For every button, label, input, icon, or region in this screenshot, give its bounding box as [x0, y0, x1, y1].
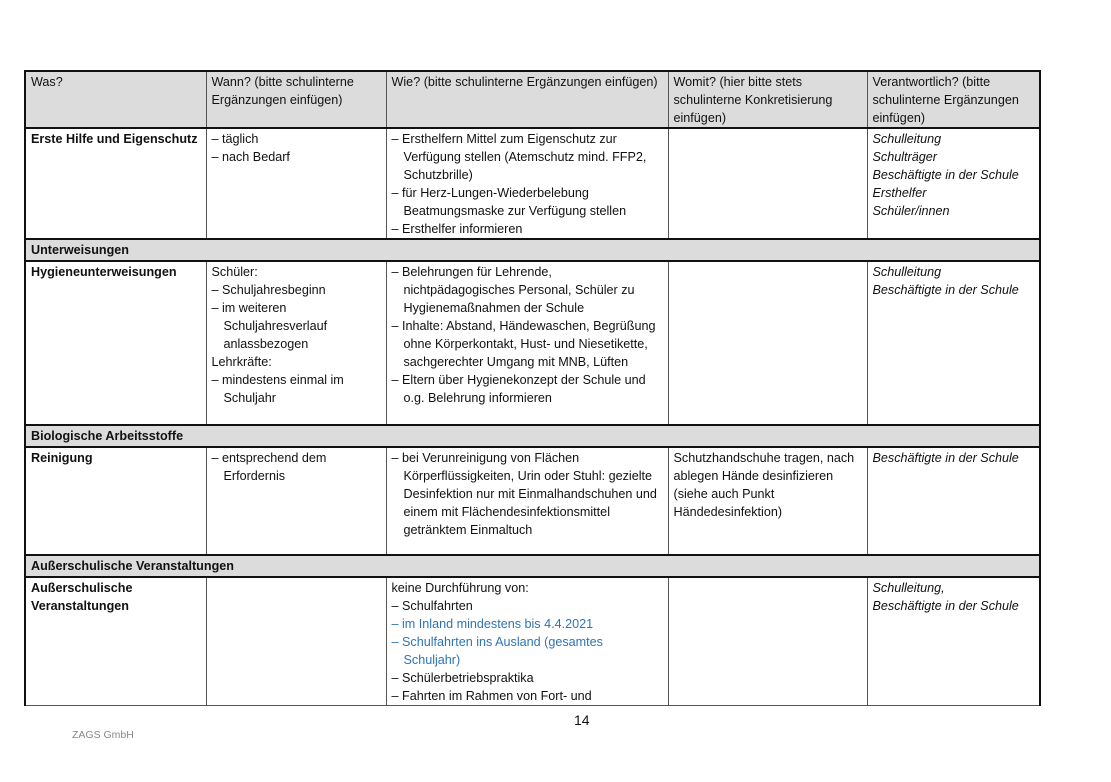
section-row-ausserschulische-veranstaltungen [25, 555, 1040, 577]
cell-wie [386, 128, 668, 239]
section-row-biologische-arbeitsstoffe [25, 425, 1040, 447]
header-womit: Womit? (hier bitte stets schulinterne Konkretisierung einfügen) [668, 71, 867, 128]
list-item: Lehrkräfte: [211, 355, 272, 369]
list-item: – Belehrungen für Lehrende, nichtpädagogisches Personal, Schüler zu Hygienemaßnahmen der Schule [391, 265, 635, 315]
list-item: Schulleitung [872, 132, 942, 146]
cell-was: Erste Hilfe und Eigenschutz [25, 128, 206, 239]
list-item: Schulträger [872, 150, 937, 164]
list-item: – entsprechend dem Erfordernis [211, 451, 327, 483]
cell-wie [386, 261, 668, 425]
table-row-ausserschulisch [25, 577, 1040, 706]
section-heading: Außerschulische Veranstaltungen [25, 555, 1040, 577]
list-item: – täglich [211, 132, 259, 146]
cell-wann [206, 577, 386, 706]
table-header-row [25, 71, 1040, 128]
list-item: Schulleitung [872, 265, 942, 279]
footer-company: ZAGS GmbH [72, 729, 134, 741]
cell-wann [206, 128, 386, 239]
cell-verantwortlich [867, 577, 1040, 706]
cell-was: Hygieneunterweisungen [25, 261, 206, 425]
page-number: 14 [574, 712, 590, 728]
list-item: Schüler/innen [872, 204, 950, 218]
list-item: Beschäftigte in der Schule [872, 283, 1019, 297]
list-item: – Schuljahresbeginn [211, 283, 326, 297]
list-item: Schüler: [211, 265, 258, 279]
list-item: Beschäftigte in der Schule [872, 168, 1019, 182]
cell-womit: Schutzhandschuhe tragen, nach ablegen Hände desinfizieren (siehe auch Punkt Händedesinfektion) [668, 447, 867, 555]
cell-verantwortlich [867, 128, 1040, 239]
header-wie: Wie? (bitte schulinterne Ergänzungen einfügen) [386, 71, 668, 128]
section-row-unterweisungen [25, 239, 1040, 261]
list-item: – Ersthelfer informieren [391, 222, 523, 236]
list-item: Beschäftigte in der Schule [872, 599, 1019, 613]
list-item: – Eltern über Hygienekonzept der Schule und o.g. Belehrung informieren [391, 373, 646, 405]
section-heading: Biologische Arbeitsstoffe [25, 425, 1040, 447]
cell-verantwortlich [867, 447, 1040, 555]
list-item: Ersthelfer [872, 186, 927, 200]
header-was: Was? [25, 71, 206, 128]
list-item: – Schülerbetriebspraktika [391, 671, 534, 685]
list-intro: keine Durchführung von: [391, 581, 529, 595]
list-item: Beschäftigte in der Schule [872, 451, 1019, 465]
cell-womit [668, 261, 867, 425]
measures-table [24, 70, 1041, 706]
cell-verantwortlich [867, 261, 1040, 425]
cell-wie [386, 577, 668, 706]
list-item: – Fahrten im Rahmen von Fort- und [391, 689, 592, 703]
table-row-erste-hilfe [25, 128, 1040, 239]
header-wann: Wann? (bitte schulinterne Ergänzungen einfügen) [206, 71, 386, 128]
list-item: – für Herz-Lungen-Wiederbelebung Beatmungsmaske zur Verfügung stellen [391, 186, 627, 218]
cell-womit [668, 577, 867, 706]
cell-was: Reinigung [25, 447, 206, 555]
list-item: – Inhalte: Abstand, Händewaschen, Begrüßung ohne Körperkontakt, Hust- und Niesetikette, sachgerechter Umgang mit MNB, Lüften [391, 319, 656, 369]
list-item-highlight: – im Inland mindestens bis 4.4.2021 [391, 617, 594, 631]
cell-wie [386, 447, 668, 555]
table-row-reinigung [25, 447, 1040, 555]
list-item: – Ersthelfern Mittel zum Eigenschutz zur Verfügung stellen (Atemschutz mind. FFP2, Schutzbrille) [391, 132, 647, 182]
cell-wann [206, 447, 386, 555]
list-item: – im weiteren Schuljahresverlauf anlassbezogen [211, 301, 328, 351]
cell-womit [668, 128, 867, 239]
cell-was: Außerschulische Veranstaltungen [25, 577, 206, 706]
list-item: – Schulfahrten [391, 599, 473, 613]
list-item: – mindestens einmal im Schuljahr [211, 373, 344, 405]
list-item-highlight: – Schulfahrten ins Ausland (gesamtes Schuljahr) [391, 635, 603, 667]
header-verantwortlich: Verantwortlich? (bitte schulinterne Ergänzungen einfügen) [867, 71, 1040, 128]
list-item: – nach Bedarf [211, 150, 290, 164]
list-item: Schulleitung, [872, 581, 945, 595]
cell-wann [206, 261, 386, 425]
section-heading: Unterweisungen [25, 239, 1040, 261]
table-row-hygiene [25, 261, 1040, 425]
list-item: – bei Verunreinigung von Flächen Körperflüssigkeiten, Urin oder Stuhl: gezielte Desinfektion nur mit Einmalhandschuhen und einem mit Flächendesinfektionsmittel getränktem Einmaltuch [391, 451, 657, 537]
